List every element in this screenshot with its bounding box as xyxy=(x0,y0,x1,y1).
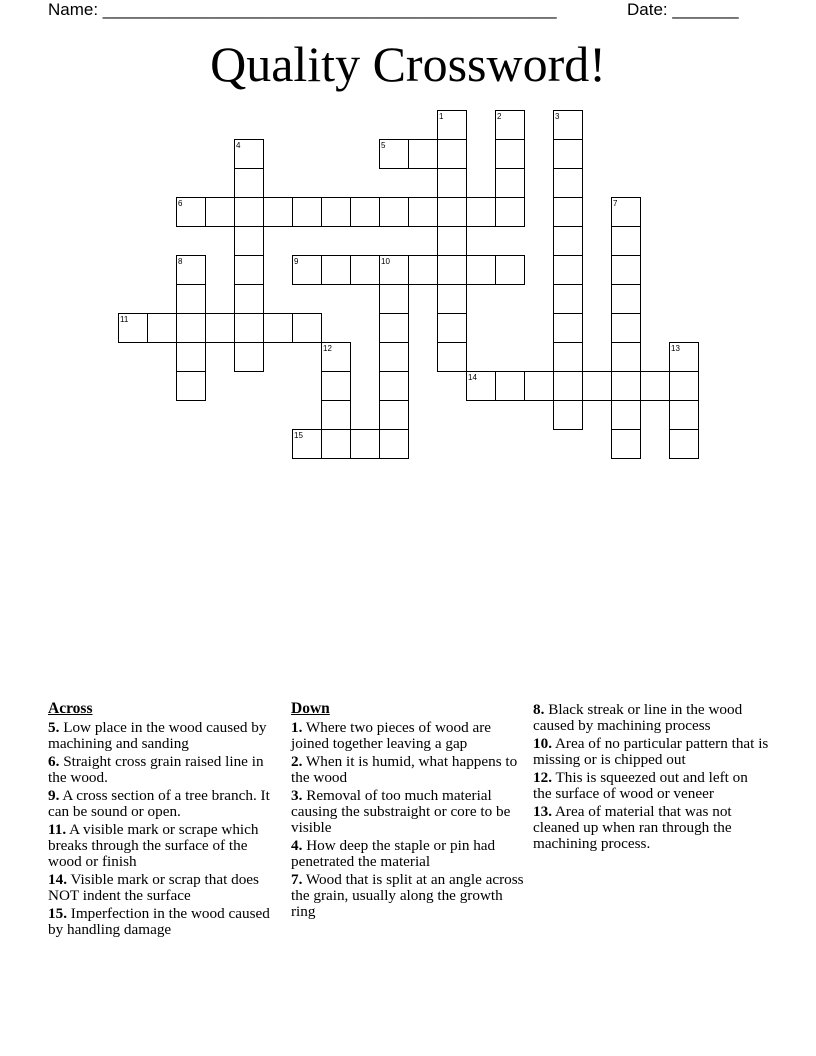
clue-item xyxy=(48,788,284,820)
clue-number-label: 11 xyxy=(120,315,129,324)
clue-item xyxy=(533,736,769,768)
clue-number-label: 10 xyxy=(381,257,390,266)
clue-text: Where two pieces of wood are joined together leaving a gap xyxy=(291,719,492,752)
grid-cell[interactable] xyxy=(438,343,467,372)
grid-cell[interactable] xyxy=(612,430,641,459)
grid-cell[interactable] xyxy=(322,256,351,285)
grid-cell[interactable] xyxy=(496,169,525,198)
clue-number: 6. xyxy=(48,753,60,770)
grid-cell[interactable] xyxy=(380,430,409,459)
grid-cell[interactable] xyxy=(612,343,641,372)
clue-number-label: 9 xyxy=(294,257,299,266)
clue-number: 9. xyxy=(48,787,60,804)
grid-cell[interactable] xyxy=(612,256,641,285)
clue-number: 2. xyxy=(291,753,303,770)
grid-cell[interactable] xyxy=(322,430,351,459)
grid-cell[interactable] xyxy=(177,314,206,343)
grid-cell[interactable] xyxy=(351,198,380,227)
grid-cell[interactable] xyxy=(554,140,583,169)
clue-text: A visible mark or scrape which breaks through the surface of the wood or finish xyxy=(48,821,259,870)
grid-cell[interactable] xyxy=(554,372,583,401)
clue-item xyxy=(533,804,769,852)
grid-cell[interactable] xyxy=(380,198,409,227)
clue-number-label: 2 xyxy=(497,112,502,121)
clue-text: Area of material that was not cleaned up when ran through the machining process. xyxy=(533,803,732,852)
grid-cell[interactable] xyxy=(554,285,583,314)
grid-cell[interactable] xyxy=(554,198,583,227)
grid-cell[interactable] xyxy=(496,372,525,401)
grid-cell[interactable] xyxy=(409,198,438,227)
clue-number: 15. xyxy=(48,905,67,922)
grid-cell[interactable] xyxy=(612,401,641,430)
grid-cell[interactable] xyxy=(177,285,206,314)
grid-cell[interactable] xyxy=(438,169,467,198)
grid-cell[interactable] xyxy=(496,140,525,169)
clue-number-label: 1 xyxy=(439,112,444,121)
grid-cell[interactable] xyxy=(264,198,293,227)
grid-cell[interactable] xyxy=(496,198,525,227)
clue-text: Black streak or line in the wood caused by machining process xyxy=(533,701,743,734)
grid-cell[interactable] xyxy=(235,198,264,227)
clue-item xyxy=(291,872,527,920)
grid-cell[interactable] xyxy=(293,314,322,343)
grid-cell[interactable] xyxy=(235,285,264,314)
clue-number-label: 4 xyxy=(236,141,241,150)
clue-number-label: 15 xyxy=(294,431,303,440)
clue-item xyxy=(291,720,527,752)
clue-text: Wood that is split at an angle across the grain, usually along the growth ring xyxy=(291,871,524,920)
grid-cell[interactable] xyxy=(583,372,612,401)
grid-cell[interactable] xyxy=(438,314,467,343)
clue-number: 7. xyxy=(291,871,303,888)
grid-cell[interactable] xyxy=(206,314,235,343)
date-field[interactable]: Date: _______ xyxy=(627,0,739,19)
clue-item xyxy=(48,822,284,870)
grid-cell[interactable] xyxy=(322,198,351,227)
grid-cell[interactable] xyxy=(380,314,409,343)
grid-cell[interactable] xyxy=(612,314,641,343)
clue-number-label: 12 xyxy=(323,344,332,353)
grid-cell[interactable] xyxy=(409,140,438,169)
grid-cell[interactable] xyxy=(554,169,583,198)
page-title: Quality Crossword! xyxy=(210,36,606,92)
clue-number: 13. xyxy=(533,803,552,820)
down-clues-continued xyxy=(533,702,769,854)
clue-number: 5. xyxy=(48,719,60,736)
grid-cell[interactable] xyxy=(148,314,177,343)
clue-number-label: 13 xyxy=(671,344,680,353)
grid-cell[interactable] xyxy=(554,314,583,343)
grid-cell[interactable] xyxy=(235,227,264,256)
grid-cell[interactable] xyxy=(554,256,583,285)
clue-item xyxy=(533,702,769,734)
grid-cell[interactable] xyxy=(264,314,293,343)
across-heading: Across xyxy=(48,700,93,717)
clue-text: Imperfection in the wood caused by handling damage xyxy=(48,905,270,938)
clue-item xyxy=(48,754,284,786)
clue-item xyxy=(533,770,769,802)
grid-cell[interactable] xyxy=(177,372,206,401)
grid-cell[interactable] xyxy=(177,343,206,372)
clue-text: Area of no particular pattern that is missing or is chipped out xyxy=(533,735,769,768)
grid-cell[interactable] xyxy=(293,198,322,227)
grid-cell[interactable] xyxy=(235,343,264,372)
clue-text: When it is humid, what happens to the wood xyxy=(291,753,518,786)
clue-text: Visible mark or scrap that does NOT indent the surface xyxy=(48,871,259,904)
clue-text: This is squeezed out and left on the surface of wood or veneer xyxy=(533,769,748,802)
clue-item xyxy=(291,754,527,786)
grid-cell[interactable] xyxy=(380,401,409,430)
grid-cell[interactable] xyxy=(670,401,699,430)
grid-cell[interactable] xyxy=(612,227,641,256)
grid-cell[interactable] xyxy=(554,401,583,430)
clue-text: Removal of too much material causing the substraight or core to be visible xyxy=(291,787,511,836)
clue-number-label: 3 xyxy=(555,112,560,121)
grid-cell[interactable] xyxy=(380,343,409,372)
clue-number: 14. xyxy=(48,871,67,888)
name-field[interactable]: Name: ________________________________________________ xyxy=(48,0,557,19)
grid-cell[interactable] xyxy=(235,256,264,285)
grid-cell[interactable] xyxy=(554,343,583,372)
clue-number-label: 6 xyxy=(178,199,183,208)
grid-cell[interactable] xyxy=(438,227,467,256)
grid-cell[interactable] xyxy=(467,198,496,227)
grid-cell[interactable] xyxy=(438,256,467,285)
grid-cell[interactable] xyxy=(351,256,380,285)
grid-cell[interactable] xyxy=(467,256,496,285)
grid-cell[interactable] xyxy=(641,372,670,401)
clue-number: 4. xyxy=(291,837,303,854)
down-heading: Down xyxy=(291,700,330,717)
clue-item xyxy=(291,788,527,836)
clue-text: Straight cross grain raised line in the wood. xyxy=(48,753,264,786)
grid-cell[interactable] xyxy=(380,285,409,314)
grid-cell[interactable] xyxy=(438,285,467,314)
grid-cell[interactable] xyxy=(670,372,699,401)
grid-cell[interactable] xyxy=(351,430,380,459)
grid-cell[interactable] xyxy=(438,198,467,227)
grid-cell[interactable] xyxy=(612,372,641,401)
clue-text: Low place in the wood caused by machining and sanding xyxy=(48,719,267,752)
clue-number-label: 5 xyxy=(381,141,386,150)
crossword-grid xyxy=(0,0,816,470)
grid-cell[interactable] xyxy=(206,198,235,227)
grid-cell[interactable] xyxy=(235,314,264,343)
clue-number: 1. xyxy=(291,719,303,736)
clue-number-label: 7 xyxy=(613,199,618,208)
grid-cell[interactable] xyxy=(409,256,438,285)
clue-number: 10. xyxy=(533,735,552,752)
clue-text: How deep the staple or pin had penetrated the material xyxy=(291,837,496,870)
grid-cell[interactable] xyxy=(322,401,351,430)
clue-item xyxy=(291,838,527,870)
grid-cell[interactable] xyxy=(438,140,467,169)
clue-number: 11. xyxy=(48,821,67,838)
clue-item xyxy=(48,720,284,752)
across-clues xyxy=(48,700,284,940)
clue-text: A cross section of a tree branch. It can be sound or open. xyxy=(48,787,270,820)
grid-cell[interactable] xyxy=(612,285,641,314)
clue-item xyxy=(48,906,284,938)
grid-cell[interactable] xyxy=(235,169,264,198)
grid-cell[interactable] xyxy=(322,372,351,401)
grid-cell[interactable] xyxy=(525,372,554,401)
grid-cell[interactable] xyxy=(496,256,525,285)
clue-number: 3. xyxy=(291,787,303,804)
grid-cell[interactable] xyxy=(670,430,699,459)
clue-item xyxy=(48,872,284,904)
clue-number: 12. xyxy=(533,769,552,786)
down-clues xyxy=(291,700,527,922)
grid-cell[interactable] xyxy=(380,372,409,401)
clue-number-label: 8 xyxy=(178,257,183,266)
clue-number: 8. xyxy=(533,701,545,718)
grid-cell[interactable] xyxy=(554,227,583,256)
clue-number-label: 14 xyxy=(468,373,477,382)
